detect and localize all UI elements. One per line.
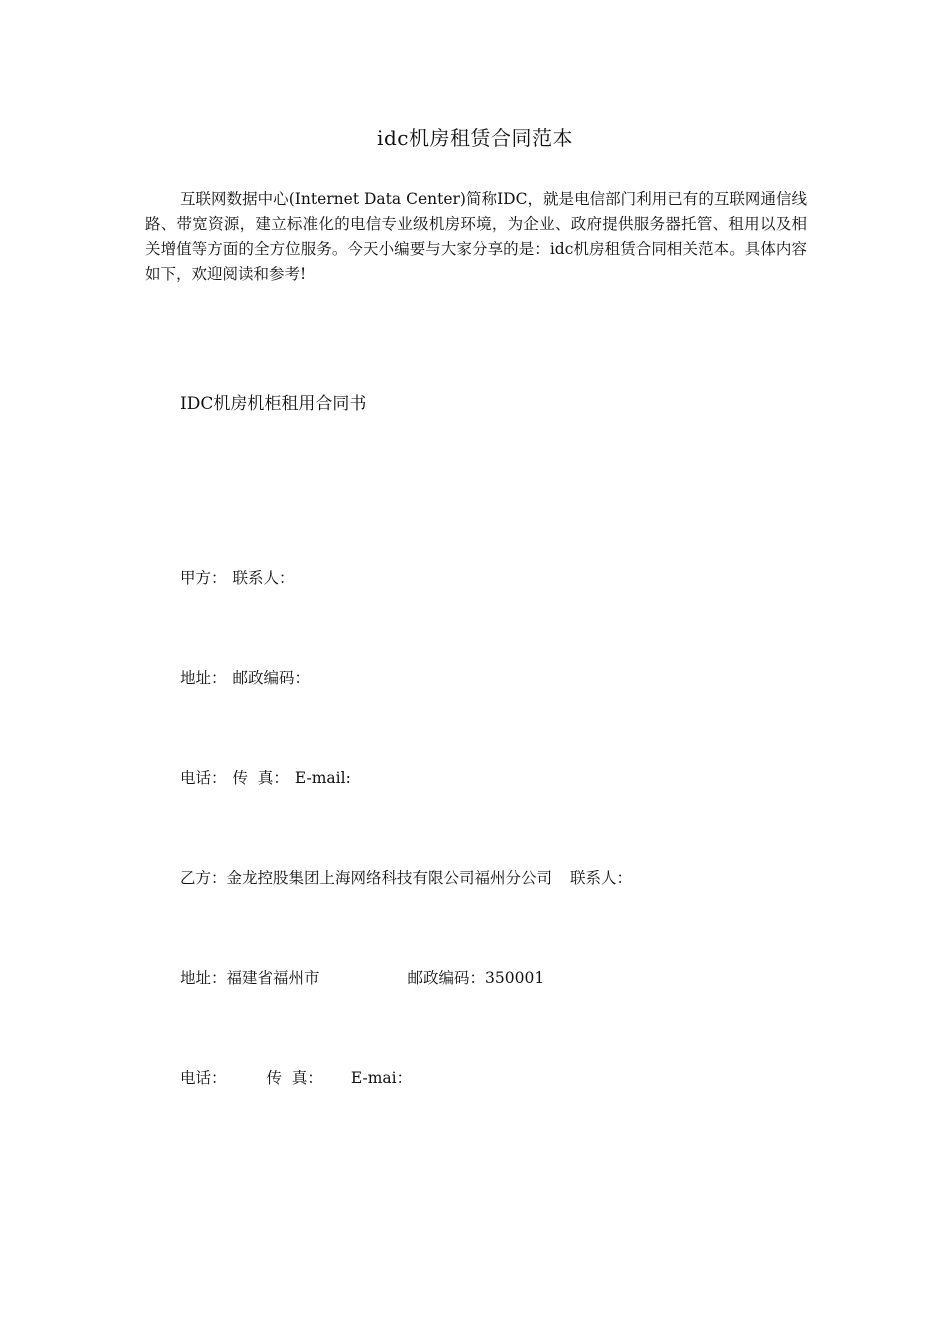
document-title: idc机房租赁合同范本 xyxy=(377,126,573,150)
party-b-email-label: E-mai： xyxy=(350,1069,413,1087)
party-a-postcode-label: 邮政编码： xyxy=(232,669,311,687)
party-b-company: 金龙控股集团上海网络科技有限公司福州分公司 xyxy=(226,869,553,887)
party-a-email-label: E-mail: xyxy=(294,769,351,787)
party-b-postcode: 350001 xyxy=(485,969,545,987)
contract-subtitle: IDC机房机柜租用合同书 xyxy=(180,394,367,414)
party-b-address-label: 地址： xyxy=(180,969,227,987)
party-b-line xyxy=(180,866,632,888)
party-b-address-line xyxy=(180,966,544,988)
intro-paragraph: 互联网数据中心(Internet Data Center)简称IDC，就是电信部门利用已有的互联网通信线路、带宽资源，建立标准化的电信专业级机房环境，为企业、政府提供服务器托管、租用以及相关增值等方面的全方位服务。今天小编要与大家分享的是：idc机房租赁合同相关范本。具体内容如下，欢迎阅读和参考! xyxy=(145,190,807,283)
party-b-label: 乙方： xyxy=(180,869,227,887)
party-a-label: 甲方： xyxy=(180,569,227,587)
party-a-address-line xyxy=(180,666,310,688)
party-a-fax-label: 传 真： xyxy=(232,769,289,787)
party-b-contact-label: 联系人： xyxy=(570,869,633,887)
party-a-line xyxy=(180,566,295,588)
party-b-phone-label: 电话： xyxy=(180,1069,227,1087)
party-b-address: 福建省福州市 xyxy=(226,969,320,987)
party-a-phone-label: 电话： xyxy=(180,769,227,787)
party-b-fax-label: 传 真： xyxy=(266,1069,323,1087)
party-b-postcode-label: 邮政编码： xyxy=(407,969,486,987)
party-a-phone-line xyxy=(180,766,351,788)
party-a-address-label: 地址： xyxy=(180,669,227,687)
party-a-contact-label: 联系人： xyxy=(232,569,295,587)
party-b-phone-line xyxy=(180,1066,412,1088)
